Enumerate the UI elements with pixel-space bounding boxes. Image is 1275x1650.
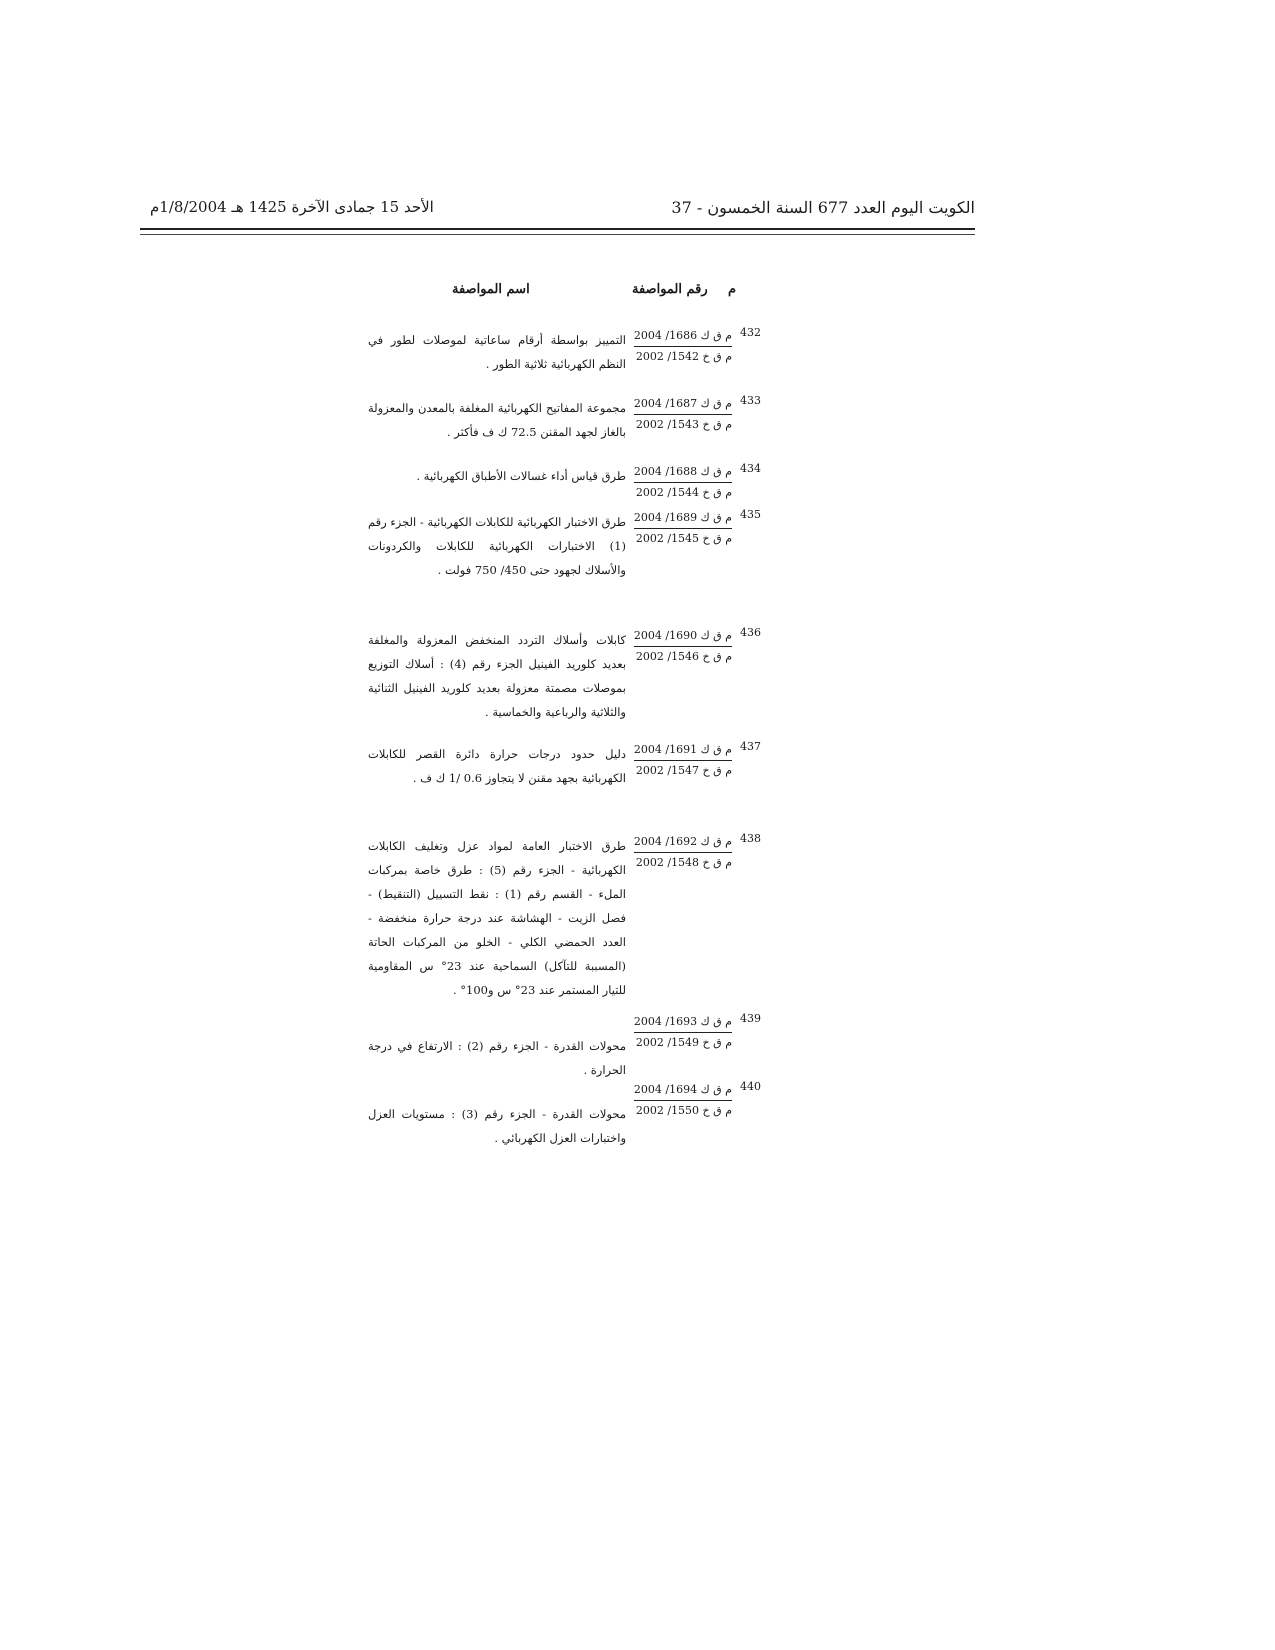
entry-number: 435 [740,508,761,521]
entry-codes [632,462,732,503]
entry-text: دليل حدود درجات حرارة دائرة القصر للكابلات الكهربائية بجهد مقنن لا يتجاوز 0.6 /1 ك ف . [368,747,626,785]
column-header-spec-number: رقم المواصفة [632,282,708,297]
entry-number: 440 [740,1080,761,1093]
entry-code-secondary: م ق خ 1550/ 2002 [635,1104,732,1117]
entry-code-primary: م ق ك 1693/ 2004 [634,1012,732,1033]
entry-code-primary: م ق ك 1688/ 2004 [634,462,732,483]
page-header [140,198,975,228]
entry-codes [632,626,732,667]
entry-codes [632,1012,732,1053]
entry-code-primary: م ق ك 1687/ 2004 [634,394,732,415]
entry-code-secondary: م ق خ 1547/ 2002 [635,764,732,777]
entry-code-secondary: م ق خ 1545/ 2002 [635,532,732,545]
entry-code-primary: م ق ك 1694/ 2004 [634,1080,732,1101]
entry-code-secondary: م ق خ 1543/ 2002 [635,418,732,431]
entry-number: 438 [740,832,761,845]
entry-code-primary: م ق ك 1686/ 2004 [634,326,732,347]
entry-number: 437 [740,740,761,753]
entry-codes [632,394,732,435]
header-rule [140,228,975,230]
header-rule-thin [140,234,975,235]
entry-code-secondary: م ق خ 1548/ 2002 [635,856,732,869]
entry-text: مجموعة المفاتيح الكهربائية المغلفة بالمعدن والمعزولة بالغاز لجهد المقنن 72.5 ك ف فأكثر . [368,401,626,439]
entry-code-secondary: م ق خ 1549/ 2002 [635,1036,732,1049]
entry-code-primary: م ق ك 1690/ 2004 [634,626,732,647]
entry-text: طرق قياس أداء غسالات الأطباق الكهربائية . [416,469,626,483]
entry-code-primary: م ق ك 1692/ 2004 [634,832,732,853]
entry-codes [632,832,732,873]
column-header-number: م [728,282,737,297]
entry-text: كابلات وأسلاك التردد المنخفض المعزولة والمغلفة بعديد كلوريد الفينيل الجزء رقم (4) : أسلاك التوزيع بموصلات مصمتة معزولة بعديد كلوريد الفينيل الثنائية والثلاثية والرباعية والخماسية . [368,633,627,719]
gazette-issue-info: الكويت اليوم العدد 677 السنة الخمسون - 37 [671,198,975,217]
entry-codes [632,1080,732,1121]
entry-text: طرق الاختبار الكهربائية للكابلات الكهربائية - الجزء رقم (1) الاختبارات الكهربائية للكابلات والكردونات والأسلاك لجهود حتى 450/ 750 فولت . [368,515,626,577]
entry-code-primary: م ق ك 1689/ 2004 [634,508,732,529]
column-header-spec-name: اسم المواصفة [452,282,530,297]
entry-codes [632,740,732,781]
entry-code-primary: م ق ك 1691/ 2004 [634,740,732,761]
entry-code-secondary: م ق خ 1546/ 2002 [635,650,732,663]
entry-codes [632,508,732,549]
entry-number: 434 [740,462,761,475]
entry-text: محولات القدرة - الجزء رقم (3) : مستويات العزل واختبارات العزل الكهربائي . [368,1107,626,1145]
entry-text: محولات القدرة - الجزء رقم (2) : الارتفاع في درجة الحرارة . [368,1039,626,1077]
entry-text: التمييز بواسطة أرقام ساعاتية لموصلات لطور في النظم الكهربائية ثلاثية الطور . [368,333,626,371]
entry-number: 439 [740,1012,761,1025]
entry-number: 432 [740,326,761,339]
entry-code-secondary: م ق خ 1542/ 2002 [635,350,732,363]
entry-number: 436 [740,626,761,639]
gazette-date: الأحد 15 جمادى الآخرة 1425 هـ 1/8/2004م [150,198,434,216]
entry-text: طرق الاختبار العامة لمواد عزل وتغليف الكابلات الكهربائية - الجزء رقم (5) : طرق خاصة بمركبات الملء - القسم رقم (1) : نقط التسييل (التنقيط) - فصل الزيت - الهشاشة عند درجة حرارة منخفضة - العدد الحمضي الكلي - الخلو من المركبات الحاتة (المسببة للتآكل) السماحية عند 23° س المقاومية للتيار المستمر عند 23° س و100° . [368,839,626,997]
entry-number: 433 [740,394,761,407]
entry-codes [632,326,732,367]
entry-code-secondary: م ق خ 1544/ 2002 [635,486,732,499]
